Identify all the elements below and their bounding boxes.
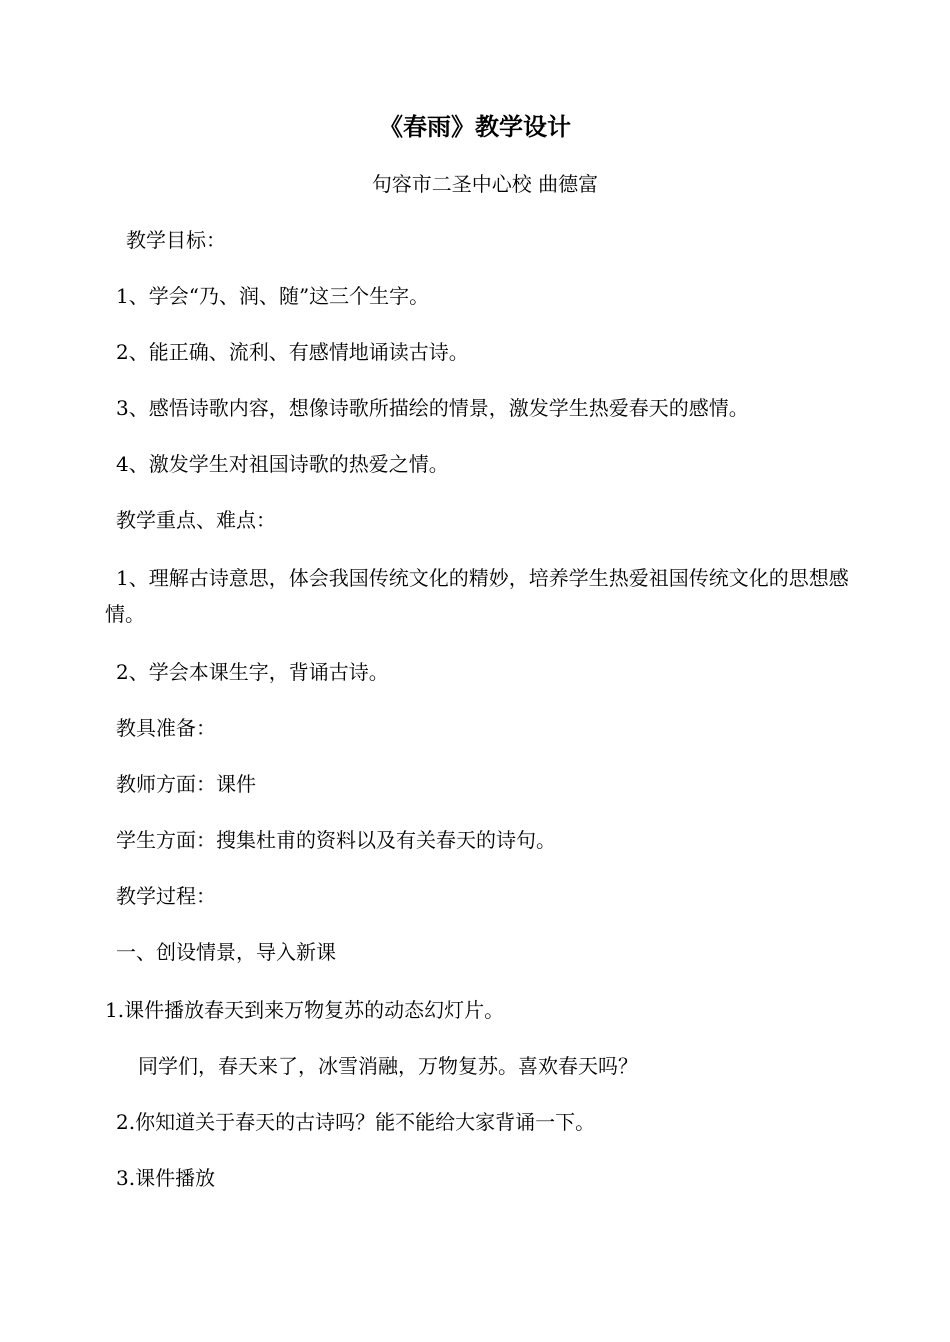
objective-item-4: 4、激发学生对祖国诗歌的热爱之情。	[116, 452, 449, 476]
document-author: 句容市二圣中心校 曲德富	[371, 172, 599, 196]
process-item-1: 1.课件播放春天到来万物复苏的动态幻灯片。	[105, 998, 505, 1022]
objective-item-3: 3、感悟诗歌内容，想像诗歌所描绘的情景，激发学生热爱春天的感情。	[116, 396, 749, 420]
section-heading-process: 教学过程：	[116, 884, 216, 908]
section-heading-objectives: 教学目标：	[126, 228, 226, 252]
process-item-1-detail: 同学们，春天来了，冰雪消融，万物复苏。喜欢春天吗？	[138, 1054, 638, 1078]
key-point-item-2: 2、学会本课生字，背诵古诗。	[116, 660, 389, 684]
process-item-2: 2.你知道关于春天的古诗吗？能不能给大家背诵一下。	[116, 1110, 596, 1134]
materials-teacher: 教师方面：课件	[116, 772, 256, 796]
section-heading-materials: 教具准备：	[116, 716, 216, 740]
section-heading-key-points: 教学重点、难点：	[116, 508, 276, 532]
materials-student: 学生方面：搜集杜甫的资料以及有关春天的诗句。	[116, 828, 556, 852]
objective-item-1: 1、学会“乃、润、随”这三个生字。	[116, 284, 430, 308]
process-item-3: 3.课件播放	[116, 1166, 216, 1190]
objective-item-2: 2、能正确、流利、有感情地诵读古诗。	[116, 340, 469, 364]
key-point-item-1: 1、理解古诗意思，体会我国传统文化的精妙，培养学生热爱祖国传统文化的思想感情。	[105, 566, 849, 626]
document-title: 《春雨》教学设计	[379, 112, 571, 141]
process-step-1-heading: 一、创设情景，导入新课	[116, 940, 336, 964]
